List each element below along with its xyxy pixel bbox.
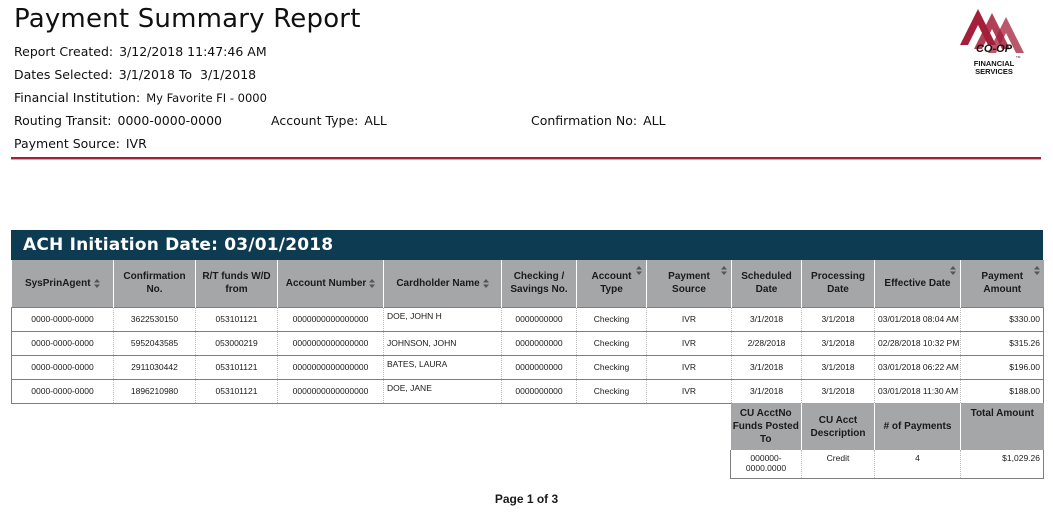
summary-cell-cu-acctno: 000000-0000.0000 xyxy=(731,450,802,478)
table-row xyxy=(12,355,1044,379)
cell-account-type: Checking xyxy=(577,355,647,379)
cell-checking-savings: 0000000000 xyxy=(502,331,577,355)
summary-header-num-payments: # of Payments xyxy=(875,403,961,450)
cell-confirmation-no: 1896210980 xyxy=(114,379,196,403)
account-type-value: ALL xyxy=(364,113,387,128)
header-divider xyxy=(11,157,1041,160)
cell-cardholder-name: DOE, JOHN H xyxy=(384,307,502,331)
sort-icon[interactable] xyxy=(636,266,642,275)
cell-effective-date: 03/01/2018 11:30 AM xyxy=(875,379,961,403)
cell-payment-amount: $188.00 xyxy=(961,379,1044,403)
cell-payment-amount: $330.00 xyxy=(961,307,1044,331)
col-header-rt-funds: R/T funds W/D from xyxy=(196,260,278,307)
cell-sysprinagent: 0000-0000-0000 xyxy=(12,331,114,355)
col-header-effective-date[interactable]: Effective Date xyxy=(875,260,961,307)
cell-payment-source: IVR xyxy=(647,355,732,379)
table-row xyxy=(12,331,1044,355)
cell-payment-source: IVR xyxy=(647,331,732,355)
dates-selected-value: 3/1/2018 To 3/1/2018 xyxy=(118,67,257,82)
page-number: Page 1 of 3 xyxy=(494,492,559,506)
confirmation-label: Confirmation No: xyxy=(531,113,638,128)
sort-icon[interactable] xyxy=(721,266,727,275)
summary-cell-total-amount: $1,029.26 xyxy=(961,450,1044,478)
col-header-payment-amount[interactable]: Payment Amount xyxy=(961,260,1044,307)
logo-text-coop: CO-OP xyxy=(975,43,1013,55)
cell-account-type: Checking xyxy=(577,379,647,403)
cell-account-number: 0000000000000000 xyxy=(278,355,384,379)
cell-account-number: 0000000000000000 xyxy=(278,307,384,331)
co-op-logo xyxy=(956,5,1028,81)
sort-icon[interactable] xyxy=(1034,266,1040,275)
payment-source-value: IVR xyxy=(125,136,147,151)
col-header-account-number[interactable]: Account Number xyxy=(278,260,384,307)
cell-checking-savings: 0000000000 xyxy=(502,355,577,379)
financial-institution xyxy=(14,90,267,105)
summary-cell-num-payments: 4 xyxy=(875,450,961,478)
col-header-processing-date: Processing Date xyxy=(802,260,875,307)
cell-processing-date: 3/1/2018 xyxy=(802,307,875,331)
col-header-confirmation-no: Confirmation No. xyxy=(114,260,196,307)
summary-header-cu-acctno: CU AcctNo Funds Posted To xyxy=(731,403,802,450)
cell-processing-date: 3/1/2018 xyxy=(802,355,875,379)
confirmation-filter xyxy=(531,113,666,128)
cell-sysprinagent: 0000-0000-0000 xyxy=(12,355,114,379)
logo-text-tm: TM xyxy=(1016,55,1021,59)
payment-source-label: Payment Source: xyxy=(14,136,120,151)
summary-cell-description: Credit xyxy=(802,450,875,478)
col-header-payment-source[interactable]: Payment Source xyxy=(647,260,732,307)
sort-icon[interactable] xyxy=(483,279,489,288)
cell-confirmation-no: 2911030442 xyxy=(114,355,196,379)
dates-selected xyxy=(14,67,256,82)
col-header-cardholder-name[interactable]: Cardholder Name xyxy=(384,260,502,307)
summary-header-total-amount: Total Amount xyxy=(961,403,1044,450)
summary-row xyxy=(731,450,1044,478)
cell-scheduled-date: 3/1/2018 xyxy=(732,379,802,403)
payment-source-filter xyxy=(14,136,147,151)
account-type-label: Account Type: xyxy=(271,113,359,128)
cell-rt-funds: 053101121 xyxy=(196,355,278,379)
cell-cardholder-name: BATES, LAURA xyxy=(384,355,502,379)
report-created-label: Report Created: xyxy=(14,44,114,59)
cell-effective-date: 02/28/2018 10:32 PM xyxy=(875,331,961,355)
sort-icon[interactable] xyxy=(94,279,100,288)
cell-effective-date: 03/01/2018 06:22 AM xyxy=(875,355,961,379)
table-header-row xyxy=(12,260,1044,307)
cell-cardholder-name: DOE, JANE xyxy=(384,379,502,403)
cell-processing-date: 3/1/2018 xyxy=(802,379,875,403)
account-type-filter xyxy=(271,113,387,128)
cell-payment-source: IVR xyxy=(647,379,732,403)
cell-payment-source: IVR xyxy=(647,307,732,331)
cell-scheduled-date: 3/1/2018 xyxy=(732,307,802,331)
cell-rt-funds: 053101121 xyxy=(196,307,278,331)
report-created xyxy=(14,44,267,59)
sort-icon[interactable] xyxy=(369,279,375,288)
cell-effective-date: 03/01/2018 08:04 AM xyxy=(875,307,961,331)
cell-sysprinagent: 0000-0000-0000 xyxy=(12,379,114,403)
sort-icon[interactable] xyxy=(950,266,956,275)
cell-checking-savings: 0000000000 xyxy=(502,307,577,331)
routing-transit-label: Routing Transit: xyxy=(14,113,112,128)
cell-scheduled-date: 2/28/2018 xyxy=(732,331,802,355)
cell-scheduled-date: 3/1/2018 xyxy=(732,355,802,379)
routing-transit xyxy=(14,113,222,128)
summary-header-row xyxy=(731,403,1044,450)
col-header-account-type[interactable]: Account Type xyxy=(577,260,647,307)
cell-confirmation-no: 5952043585 xyxy=(114,331,196,355)
report-title: Payment Summary Report xyxy=(14,4,361,34)
cell-cardholder-name: JOHNSON, JOHN xyxy=(384,331,502,355)
financial-institution-label: Financial Institution: xyxy=(14,90,141,105)
cell-rt-funds: 053000219 xyxy=(196,331,278,355)
cell-sysprinagent: 0000-0000-0000 xyxy=(12,307,114,331)
summary-header-cu-acct-description: CU Acct Description xyxy=(802,403,875,450)
cell-confirmation-no: 3622530150 xyxy=(114,307,196,331)
col-header-sysprinagent[interactable]: SysPrinAgent xyxy=(12,260,114,307)
table-row xyxy=(12,379,1044,403)
report-created-value: 3/12/2018 11:47:46 AM xyxy=(119,44,267,59)
cell-account-number: 0000000000000000 xyxy=(278,379,384,403)
cell-account-type: Checking xyxy=(577,331,647,355)
logo-text-services: SERVICES xyxy=(975,67,1013,76)
routing-transit-value: 0000-0000-0000 xyxy=(117,113,222,128)
cell-payment-amount: $196.00 xyxy=(961,355,1044,379)
payments-table xyxy=(11,260,1044,404)
summary-table xyxy=(730,403,1044,479)
col-header-scheduled-date: Scheduled Date xyxy=(732,260,802,307)
financial-institution-value: My Favorite FI - 0000 xyxy=(146,91,267,105)
cell-checking-savings: 0000000000 xyxy=(502,379,577,403)
cell-processing-date: 3/1/2018 xyxy=(802,331,875,355)
cell-account-type: Checking xyxy=(577,307,647,331)
table-row xyxy=(12,307,1044,331)
logo-text-financial: FINANCIAL xyxy=(973,59,1015,68)
cell-account-number: 0000000000000000 xyxy=(278,331,384,355)
ach-initiation-date-header: ACH Initiation Date: 03/01/2018 xyxy=(11,230,1043,260)
col-header-checking-savings: Checking / Savings No. xyxy=(502,260,577,307)
cell-rt-funds: 053101121 xyxy=(196,379,278,403)
cell-payment-amount: $315.26 xyxy=(961,331,1044,355)
dates-selected-label: Dates Selected: xyxy=(14,67,113,82)
confirmation-value: ALL xyxy=(643,113,666,128)
